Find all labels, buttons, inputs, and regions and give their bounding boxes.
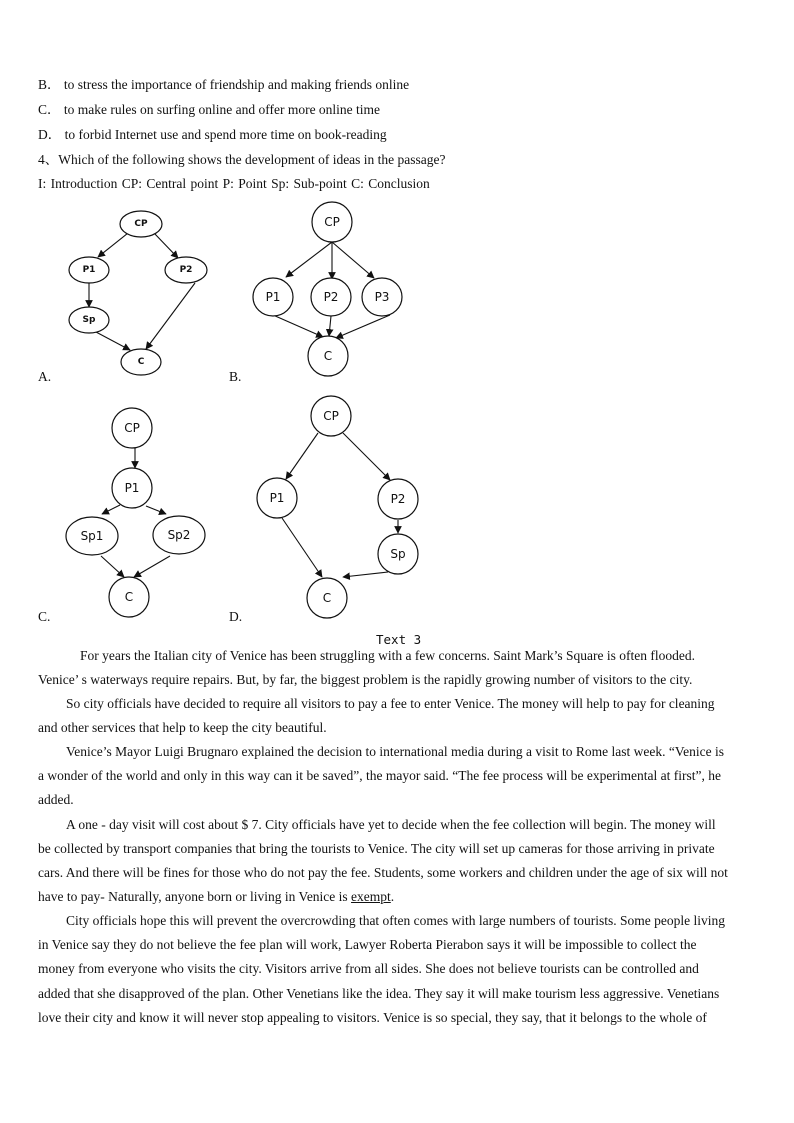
passage-line: be collected by transport companies that bring the tourists to Venice. The city will set up cameras for those arriving in private (38, 841, 715, 856)
node-a-sp: Sp (82, 315, 96, 325)
node-b-cp: CP (324, 215, 340, 229)
option-d: D． to forbid Internet use and spend more time on book-reading (38, 127, 387, 142)
passage-line: money from everyone who visits the city. Visitors arrive from all sides. She does not believe tourists can be controlled and (38, 961, 699, 976)
node-d-sp: Sp (390, 547, 406, 561)
abbreviation-legend: I: Introduction CP: Central point P: Point Sp: Sub-point C: Conclusion (38, 176, 430, 191)
node-b-p1: P1 (265, 290, 281, 304)
passage-line: added. (38, 792, 74, 807)
passage-line: added that she disapproved of the plan. Other Venetians like the idea. They say it will make tourism less aggressive. Venetians (38, 986, 720, 1001)
option-c: C． to make rules on surfing online and offer more online time (38, 102, 381, 117)
diagram-c-label: C. (38, 609, 51, 624)
node-d-c: C (322, 591, 332, 605)
passage-line: and other services that help to keep the city beautiful. (38, 720, 327, 735)
diagram-a-label: A. (38, 369, 52, 384)
passage-line (38, 889, 394, 905)
diagram-d-label: D. (229, 609, 243, 624)
passage-line: For years the Italian city of Venice has been struggling with a few concerns. Saint Mark’s Square is often flooded. (80, 648, 695, 663)
node-a-cp: CP (134, 219, 148, 229)
passage-line: Venice’ s waterways require repairs. But, by far, the biggest problem is the rapidly growing number of visitors to the city. (38, 672, 693, 687)
node-c-sp2: Sp2 (167, 528, 191, 542)
passage-line: love their city and know it will never stop appealing to visitors. Venice is so special, they say, that it belongs to the whole of (38, 1010, 707, 1025)
node-d-p1: P1 (269, 491, 285, 505)
passage-line: in Venice say they do not believe the fee plan will work, Lawyer Roberta Pierabon says it will be impossible to collect the (38, 937, 697, 952)
passage-text: have to pay- Naturally, anyone born or living in Venice is (38, 889, 352, 904)
node-a-p2: P2 (179, 265, 193, 275)
node-c-cp: CP (124, 421, 140, 435)
node-c-c: C (124, 590, 134, 604)
node-c-sp1: Sp1 (80, 529, 104, 543)
node-b-c: C (323, 349, 333, 363)
question-4: 4、Which of the following shows the development of ideas in the passage? (38, 152, 446, 167)
text3-title: Text 3 (376, 632, 422, 647)
node-a-c: C (137, 357, 145, 367)
diagram-b-label: B. (229, 369, 242, 384)
passage-line: a wonder of the world and only in this way can it be saved”, the mayor said. “The fee process will be experimental at first”, he (38, 768, 722, 783)
passage-line: cars. And there will be fines for those who do not pay the fee. Students, some workers and children under the age of six will not (38, 865, 728, 880)
passage-line: Venice’s Mayor Luigi Brugnaro explained the decision to international media during a visit to Rome last week. “Venice is (66, 744, 724, 759)
passage-line: City officials hope this will prevent the overcrowding that often comes with large numbers of tourists. Some people living (66, 913, 726, 928)
node-c-p1: P1 (124, 481, 140, 495)
passage-text: . (390, 889, 395, 904)
node-b-p2: P2 (323, 290, 339, 304)
node-d-p2: P2 (390, 492, 406, 506)
underlined-word: exempt (351, 889, 391, 904)
node-b-p3: P3 (374, 290, 390, 304)
passage-line: So city officials have decided to require all visitors to pay a fee to enter Venice. The money will help to pay for cleaning (66, 696, 715, 711)
node-d-cp: CP (323, 409, 339, 423)
node-a-p1: P1 (82, 265, 96, 275)
passage-line: A one - day visit will cost about $ 7. City officials have yet to decide when the fee collection will begin. The money will (66, 817, 716, 832)
option-b: B． to stress the importance of friendship and making friends online (38, 77, 410, 92)
